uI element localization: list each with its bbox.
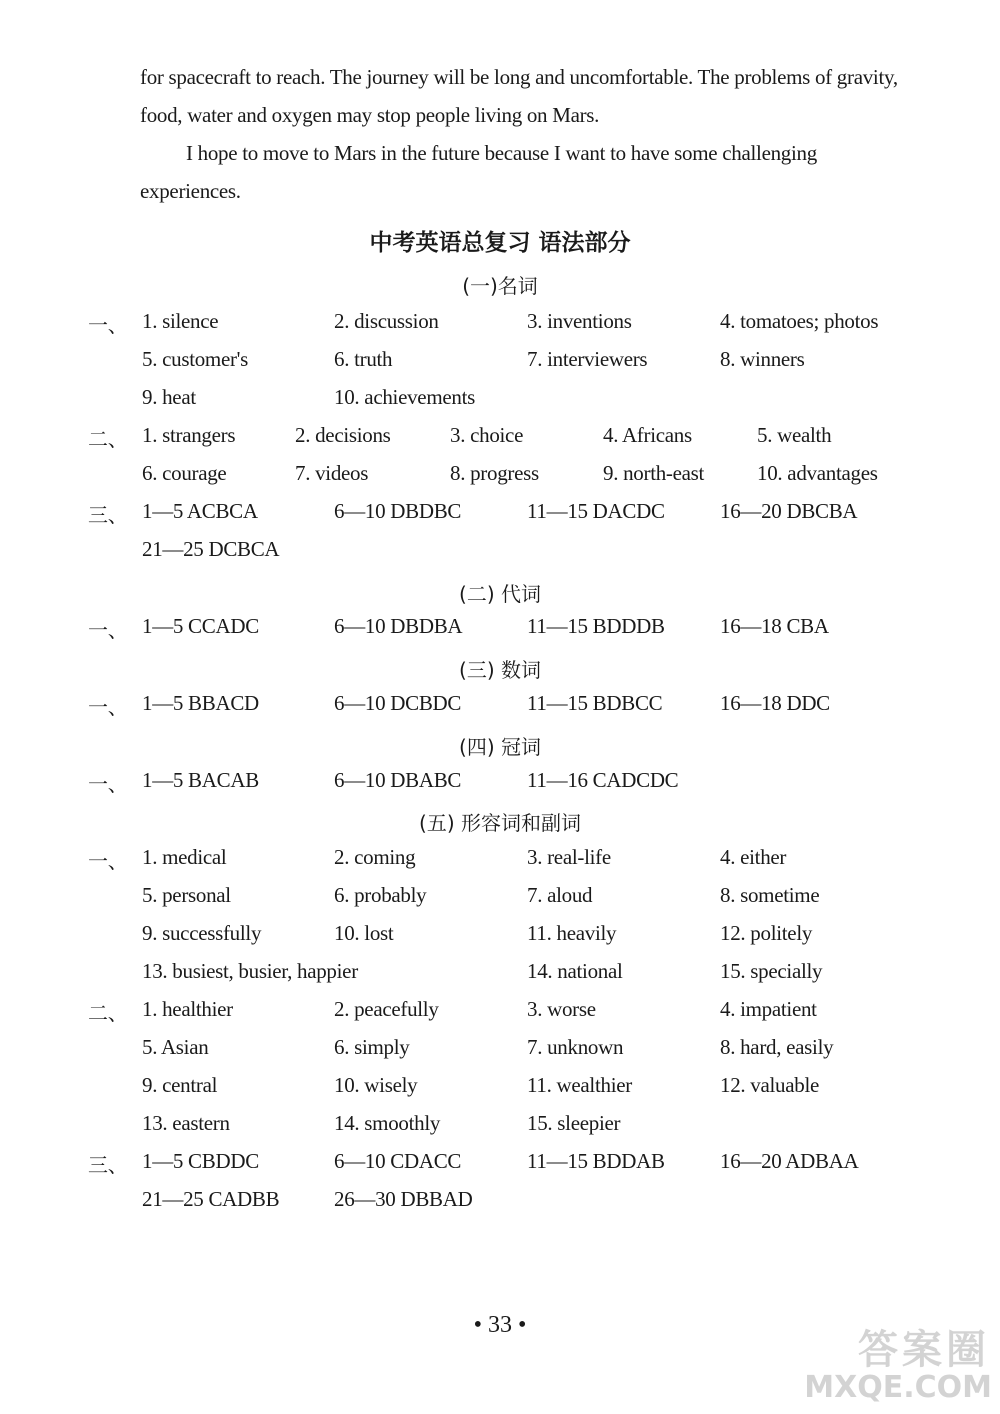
answer-item: 16—18 DDC bbox=[720, 691, 830, 715]
answer-item: 1. silence bbox=[142, 309, 219, 333]
answer-row bbox=[0, 883, 1000, 921]
answer-row bbox=[0, 845, 1000, 883]
answer-item: 3. real-life bbox=[527, 845, 611, 869]
answer-row bbox=[0, 499, 1000, 537]
answer-item: 11. heavily bbox=[527, 921, 617, 945]
answer-row bbox=[0, 1035, 1000, 1073]
answer-item: 1—5 BACAB bbox=[142, 768, 259, 792]
answer-row bbox=[0, 1187, 1000, 1225]
question-mark: 一、 bbox=[88, 618, 128, 642]
answer-item: 5. Asian bbox=[142, 1035, 209, 1059]
answer-item: 9. heat bbox=[142, 385, 196, 409]
question-mark: 一、 bbox=[88, 313, 128, 337]
answer-row bbox=[0, 691, 1000, 729]
answer-item: 7. videos bbox=[295, 461, 369, 485]
answer-item: 6. courage bbox=[142, 461, 227, 485]
question-mark: 一、 bbox=[88, 849, 128, 873]
answer-row bbox=[0, 1111, 1000, 1149]
passage-paragraph-1: for spacecraft to reach. The journey will be long and uncomfortable. The problems of gravity, food, water and oxygen may stop people living on Mars. bbox=[140, 65, 898, 127]
answer-item: 15. specially bbox=[720, 959, 823, 983]
answer-item: 11—15 BDDAB bbox=[527, 1149, 665, 1173]
answer-row bbox=[0, 768, 1000, 806]
answer-row bbox=[0, 1149, 1000, 1187]
question-mark: 二、 bbox=[88, 1001, 128, 1025]
answer-item: 6—10 DBDBC bbox=[334, 499, 462, 523]
answer-item: 14. smoothly bbox=[334, 1111, 441, 1135]
answer-item: 7. unknown bbox=[527, 1035, 624, 1059]
answer-item: 4. impatient bbox=[720, 997, 817, 1021]
question-mark: 一、 bbox=[88, 695, 128, 719]
answer-item: 6. truth bbox=[334, 347, 393, 371]
answer-item: 2. coming bbox=[334, 845, 416, 869]
answer-item: 14. national bbox=[527, 959, 623, 983]
answer-item: 21—25 DCBCA bbox=[142, 537, 280, 561]
answer-item: 11. wealthier bbox=[527, 1073, 632, 1097]
question-mark: 三、 bbox=[88, 503, 128, 527]
answer-item: 11—15 BDBCC bbox=[527, 691, 663, 715]
answer-item: 7. aloud bbox=[527, 883, 593, 907]
answer-item: 3. inventions bbox=[527, 309, 632, 333]
answer-item: 16—20 DBCBA bbox=[720, 499, 858, 523]
answer-item: 9. north-east bbox=[603, 461, 705, 485]
answer-row bbox=[0, 614, 1000, 652]
answer-item: 9. successfully bbox=[142, 921, 262, 945]
answer-row bbox=[0, 921, 1000, 959]
answer-row bbox=[0, 309, 1000, 347]
answer-item: 10. advantages bbox=[757, 461, 878, 485]
watermark-url: MXQE.COM bbox=[804, 1370, 992, 1405]
question-mark: 二、 bbox=[88, 427, 128, 451]
page-number: • 33 • bbox=[473, 1312, 527, 1338]
section-heading-pronouns: (二) 代词 bbox=[459, 582, 541, 606]
answer-item: 1. strangers bbox=[142, 423, 236, 447]
answer-item: 6—10 DBABC bbox=[334, 768, 462, 792]
section-heading-adjectives-adverbs: (五) 形容词和副词 bbox=[419, 811, 581, 835]
answer-item: 3. choice bbox=[450, 423, 524, 447]
answer-item: 10. achievements bbox=[334, 385, 475, 409]
answer-item: 8. progress bbox=[450, 461, 539, 485]
watermark-logo bbox=[800, 1318, 996, 1408]
question-mark: 一、 bbox=[88, 772, 128, 796]
answer-item: 2. discussion bbox=[334, 309, 439, 333]
answer-item: 10. wisely bbox=[334, 1073, 418, 1097]
answer-item: 8. hard, easily bbox=[720, 1035, 834, 1059]
answer-item: 1. healthier bbox=[142, 997, 233, 1021]
watermark-text: 答案圈 bbox=[858, 1327, 990, 1373]
answer-item: 11—16 CADCDC bbox=[527, 768, 679, 792]
section-heading-articles: (四) 冠词 bbox=[459, 735, 541, 759]
answer-item: 13. eastern bbox=[142, 1111, 230, 1135]
answer-row bbox=[0, 959, 1000, 997]
answer-item: 1—5 CBDDC bbox=[142, 1149, 259, 1173]
answer-item: 26—30 DBBAD bbox=[334, 1187, 473, 1211]
answer-row bbox=[0, 537, 1000, 575]
answer-item: 4. Africans bbox=[603, 423, 692, 447]
answer-item: 11—15 DACDC bbox=[527, 499, 665, 523]
answer-item: 12. valuable bbox=[720, 1073, 820, 1097]
answer-item: 2. peacefully bbox=[334, 997, 439, 1021]
answer-item: 11—15 BDDDB bbox=[527, 614, 665, 638]
answer-item: 16—20 ADBAA bbox=[720, 1149, 859, 1173]
answer-item: 1—5 BBACD bbox=[142, 691, 259, 715]
question-mark: 三、 bbox=[88, 1153, 128, 1177]
answer-item: 9. central bbox=[142, 1073, 218, 1097]
answer-item: 1—5 ACBCA bbox=[142, 499, 258, 523]
answer-item: 7. interviewers bbox=[527, 347, 648, 371]
answer-item: 2. decisions bbox=[295, 423, 391, 447]
answer-item: 4. tomatoes; photos bbox=[720, 309, 879, 333]
answer-item: 4. either bbox=[720, 845, 787, 869]
answer-item: 21—25 CADBB bbox=[142, 1187, 280, 1211]
section-heading-nouns: (一)名词 bbox=[462, 274, 538, 298]
main-title: 中考英语总复习 语法部分 bbox=[369, 230, 631, 256]
answer-item: 3. worse bbox=[527, 997, 596, 1021]
answer-item: 5. wealth bbox=[757, 423, 832, 447]
answer-item: 5. customer's bbox=[142, 347, 249, 371]
answer-item: 6. simply bbox=[334, 1035, 410, 1059]
answer-item: 6. probably bbox=[334, 883, 427, 907]
answer-item: 5. personal bbox=[142, 883, 231, 907]
answer-item: 8. sometime bbox=[720, 883, 820, 907]
section-heading-numerals: (三) 数词 bbox=[459, 658, 541, 682]
answer-row bbox=[0, 1073, 1000, 1111]
answer-item: 1. medical bbox=[142, 845, 227, 869]
passage-paragraph-2: I hope to move to Mars in the future because I want to have some challenging experiences. bbox=[140, 141, 817, 203]
answer-item: 10. lost bbox=[334, 921, 394, 945]
answer-item: 16—18 CBA bbox=[720, 614, 829, 638]
answer-item: 1—5 CCADC bbox=[142, 614, 259, 638]
answer-item: 15. sleepier bbox=[527, 1111, 621, 1135]
answer-item: 6—10 CDACC bbox=[334, 1149, 462, 1173]
answer-row bbox=[0, 423, 1000, 461]
answer-item: 12. politely bbox=[720, 921, 813, 945]
answer-item: 6—10 DCBDC bbox=[334, 691, 462, 715]
answer-item: 13. busiest, busier, happier bbox=[142, 959, 358, 983]
answer-row bbox=[0, 461, 1000, 499]
answer-row bbox=[0, 997, 1000, 1035]
answer-item: 8. winners bbox=[720, 347, 805, 371]
answer-row bbox=[0, 347, 1000, 385]
answer-row bbox=[0, 385, 1000, 423]
answer-item: 6—10 DBDBA bbox=[334, 614, 463, 638]
